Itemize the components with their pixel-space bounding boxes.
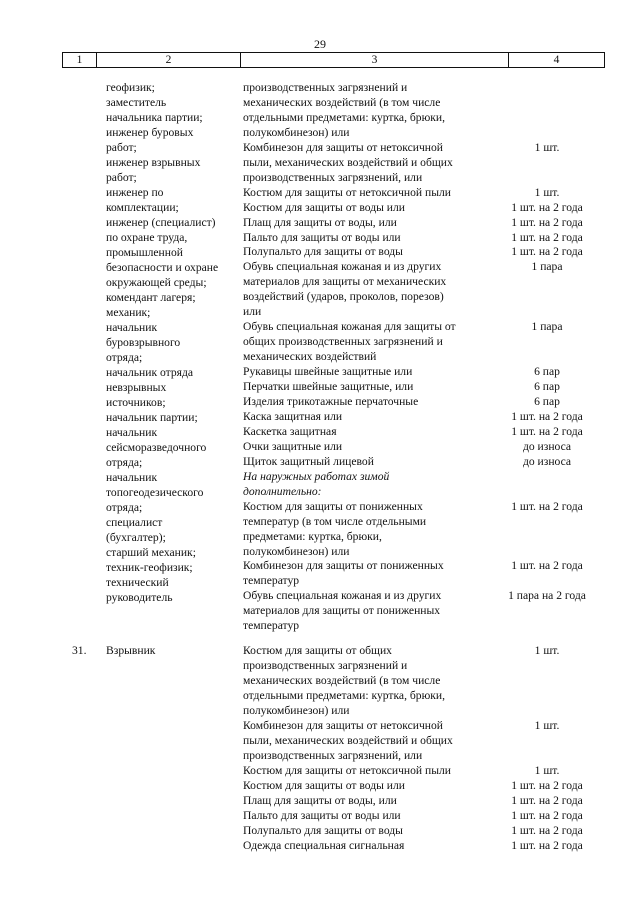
item-line: дополнительно: <box>243 484 322 498</box>
item-description <box>243 230 491 245</box>
item-quantity: 1 шт. на 2 года <box>511 215 583 229</box>
position-line: источников; <box>106 396 166 409</box>
item-quantity: 1 шт. <box>534 644 560 657</box>
item-line: Пальто для защиты от воды или <box>243 809 401 822</box>
item-description <box>243 200 491 215</box>
position-line: работ; <box>106 141 137 154</box>
item-description <box>243 778 491 793</box>
position-line: инженер по <box>106 186 164 199</box>
item-quantity: 6 пар <box>534 380 560 393</box>
item-line: Костюм для защиты от общих <box>243 644 392 657</box>
item-description <box>243 319 491 364</box>
item-quantity: 1 шт. <box>534 185 560 199</box>
item-line: Пальто для защиты от воды или <box>243 230 401 244</box>
item-line: Каска защитная или <box>243 409 343 423</box>
position-line: инженер взрывных <box>106 156 201 169</box>
position-line: инженер буровых <box>106 126 194 139</box>
item-line: температур <box>243 619 300 633</box>
item-quantity: 6 пар <box>534 394 560 408</box>
item-line: Комбинезон для защиты от нетоксичной <box>243 719 444 732</box>
item-line: На наружных работах зимой <box>243 469 390 483</box>
position-line: сейсморазведочного <box>106 441 207 454</box>
item-line: Перчатки швейные защитные, или <box>243 380 414 393</box>
item-line: температур (в том числе отдельными <box>243 514 427 528</box>
item-line: полукомбинезон) или <box>243 544 350 558</box>
item-description <box>243 439 491 454</box>
item-line: Костюм для защиты от нетоксичной пыли <box>243 764 452 777</box>
position-line: инженер (специалист) <box>106 216 216 229</box>
item-quantity: 1 шт. на 2 года <box>511 809 583 822</box>
position-line: начальник <box>106 426 158 439</box>
item-quantity: 1 пара на 2 года <box>508 589 586 603</box>
header-col-1: 1 <box>63 53 97 67</box>
item-description <box>243 409 491 424</box>
item-quantity: 1 шт. на 2 года <box>511 499 583 513</box>
item-line: Изделия трикотажные перчаточные <box>243 394 419 408</box>
item-quantity: до износа <box>522 454 572 468</box>
item-description <box>243 718 491 763</box>
position-line: руководитель <box>106 591 173 604</box>
item-quantity: 1 шт. на 2 года <box>511 230 583 244</box>
item-quantity: 6 пар <box>534 365 560 379</box>
item-line: Комбинезон для защиты от пониженных <box>243 559 444 573</box>
position-line: комендант лагеря; <box>106 291 196 304</box>
item-description <box>243 424 491 439</box>
position-line: безопасности и охране <box>106 261 219 274</box>
item-description <box>243 364 491 379</box>
item-line: Костюм для защиты от пониженных <box>243 499 423 513</box>
item-line: производственных загрязнений, или <box>243 170 423 184</box>
item-line: материалов для защиты от механических <box>243 275 447 289</box>
item-description <box>243 80 491 140</box>
position-line: начальник <box>106 471 158 484</box>
item-description <box>243 215 491 230</box>
item-line: пыли, механических воздействий и общих <box>243 155 453 169</box>
position-line: заместитель <box>106 96 167 109</box>
item-line: пыли, механических воздействий и общих <box>243 734 453 747</box>
item-quantity: 1 шт. на 2 года <box>511 824 583 837</box>
item-line: Полупальто для защиты от воды <box>243 245 403 259</box>
item-quantity: 1 шт. на 2 года <box>511 409 583 423</box>
item-line: Плащ для защиты от воды, или <box>243 794 397 807</box>
item-description <box>243 588 491 633</box>
position-line: начальник партии; <box>106 411 198 424</box>
item-line: Обувь специальная кожаная для защиты от <box>243 320 456 334</box>
item-line: производственных загрязнений, или <box>243 749 423 762</box>
item-line: Костюм для защиты от нетоксичной пыли <box>243 185 452 199</box>
position-line: топогеодезического <box>106 486 204 499</box>
position-line: отряда; <box>106 456 143 469</box>
item-line: Обувь специальная кожаная и из других <box>243 589 442 603</box>
item-quantity: 1 шт. на 2 года <box>511 779 583 792</box>
table-header <box>62 52 605 68</box>
item-quantity: 1 пара <box>531 260 563 274</box>
position-line: старший механик; <box>106 546 196 559</box>
position-line: промышленной <box>106 246 183 259</box>
item-line: производственных загрязнений и <box>243 81 408 94</box>
item-description <box>243 643 491 718</box>
item-description <box>243 823 491 838</box>
item-line: производственных загрязнений и <box>243 659 408 672</box>
item-quantity: 1 шт. на 2 года <box>511 200 583 214</box>
item-description <box>243 140 491 185</box>
position-line: по охране труда, <box>106 231 188 244</box>
item-description <box>243 185 491 200</box>
item-quantity: 1 шт. на 2 года <box>511 794 583 807</box>
item-line: температур <box>243 574 300 588</box>
item-description <box>243 469 491 499</box>
item-quantity: 1 шт. на 2 года <box>511 559 583 573</box>
group2-position <box>106 643 240 658</box>
position-line: начальник <box>106 321 158 334</box>
position-line: работ; <box>106 171 137 184</box>
item-line: полукомбинезон) или <box>243 126 350 139</box>
item-line: Костюм для защиты от воды или <box>243 779 405 792</box>
item-description <box>243 259 491 319</box>
position-line: начальник отряда <box>106 366 194 379</box>
item-line: механических воздействий (в том числе <box>243 96 441 109</box>
row-number: 31. <box>72 644 87 657</box>
position-line: геофизик; <box>106 81 155 94</box>
item-quantity: 1 шт. <box>534 140 560 154</box>
item-quantity: до износа <box>522 439 572 453</box>
item-line: Комбинезон для защиты от нетоксичной <box>243 140 444 154</box>
item-quantity: 1 шт. на 2 года <box>511 424 583 438</box>
item-description <box>243 558 491 588</box>
item-line: Обувь специальная кожаная и из других <box>243 260 442 274</box>
item-line: Очки защитные или <box>243 439 343 453</box>
item-description <box>243 244 491 259</box>
item-line: или <box>243 305 262 319</box>
position-line: отряда; <box>106 501 143 514</box>
item-quantity: 1 шт. на 2 года <box>511 839 583 852</box>
item-line: воздействий (ударов, проколов, порезов) <box>243 290 444 304</box>
item-description <box>243 793 491 808</box>
item-description <box>243 394 491 409</box>
item-line: отдельными предметами: куртка, брюки, <box>243 689 445 702</box>
item-description <box>243 499 491 559</box>
item-line: Плащ для защиты от воды, или <box>243 215 397 229</box>
item-description <box>243 763 491 778</box>
item-line: общих производственных загрязнений и <box>243 335 443 349</box>
item-line: Одежда специальная сигнальная <box>243 839 405 852</box>
page-number: 29 <box>314 37 326 51</box>
position-line: механик; <box>106 306 151 319</box>
item-line: Каскетка защитная <box>243 424 337 438</box>
position-line: техник-геофизик; <box>106 561 193 574</box>
header-col-4: 4 <box>553 54 560 66</box>
item-description <box>243 808 491 823</box>
position-line: (бухгалтер); <box>106 531 166 544</box>
item-line: Полупальто для защиты от воды <box>243 824 403 837</box>
position-line: отряда; <box>106 351 143 364</box>
item-quantity: 1 шт. <box>534 764 560 777</box>
item-line: Костюм для защиты от воды или <box>243 200 405 214</box>
item-line: Рукавицы швейные защитные или <box>243 365 413 379</box>
item-line: механических воздействий (в том числе <box>243 674 441 687</box>
item-quantity: 1 пара <box>531 320 563 334</box>
position-line: буровзрывного <box>106 336 181 349</box>
position-line: технический <box>106 576 169 589</box>
item-quantity: 1 шт. на 2 года <box>511 245 583 259</box>
item-line: полукомбинезон) или <box>243 704 350 717</box>
position-line: окружающей среды; <box>106 276 207 289</box>
item-line: отдельными предметами: куртка, брюки, <box>243 111 445 124</box>
position-line: начальника партии; <box>106 111 203 124</box>
item-line: материалов для защиты от пониженных <box>243 604 441 618</box>
item-line: Щиток защитный лицевой <box>243 454 374 468</box>
position-line: Взрывник <box>106 644 156 657</box>
position-line: невзрывных <box>106 381 167 394</box>
position-line: специалист <box>106 516 163 529</box>
item-line: предметами: куртка, брюки, <box>243 529 382 543</box>
item-description <box>243 454 491 469</box>
item-description <box>243 379 491 394</box>
header-col-3: 3 <box>241 53 509 67</box>
group1-positions <box>106 80 240 605</box>
header-col-2: 2 <box>97 53 241 67</box>
item-quantity: 1 шт. <box>534 719 560 732</box>
item-description <box>243 838 491 853</box>
position-line: комплектации; <box>106 201 179 214</box>
item-line: механических воздействий <box>243 350 377 364</box>
